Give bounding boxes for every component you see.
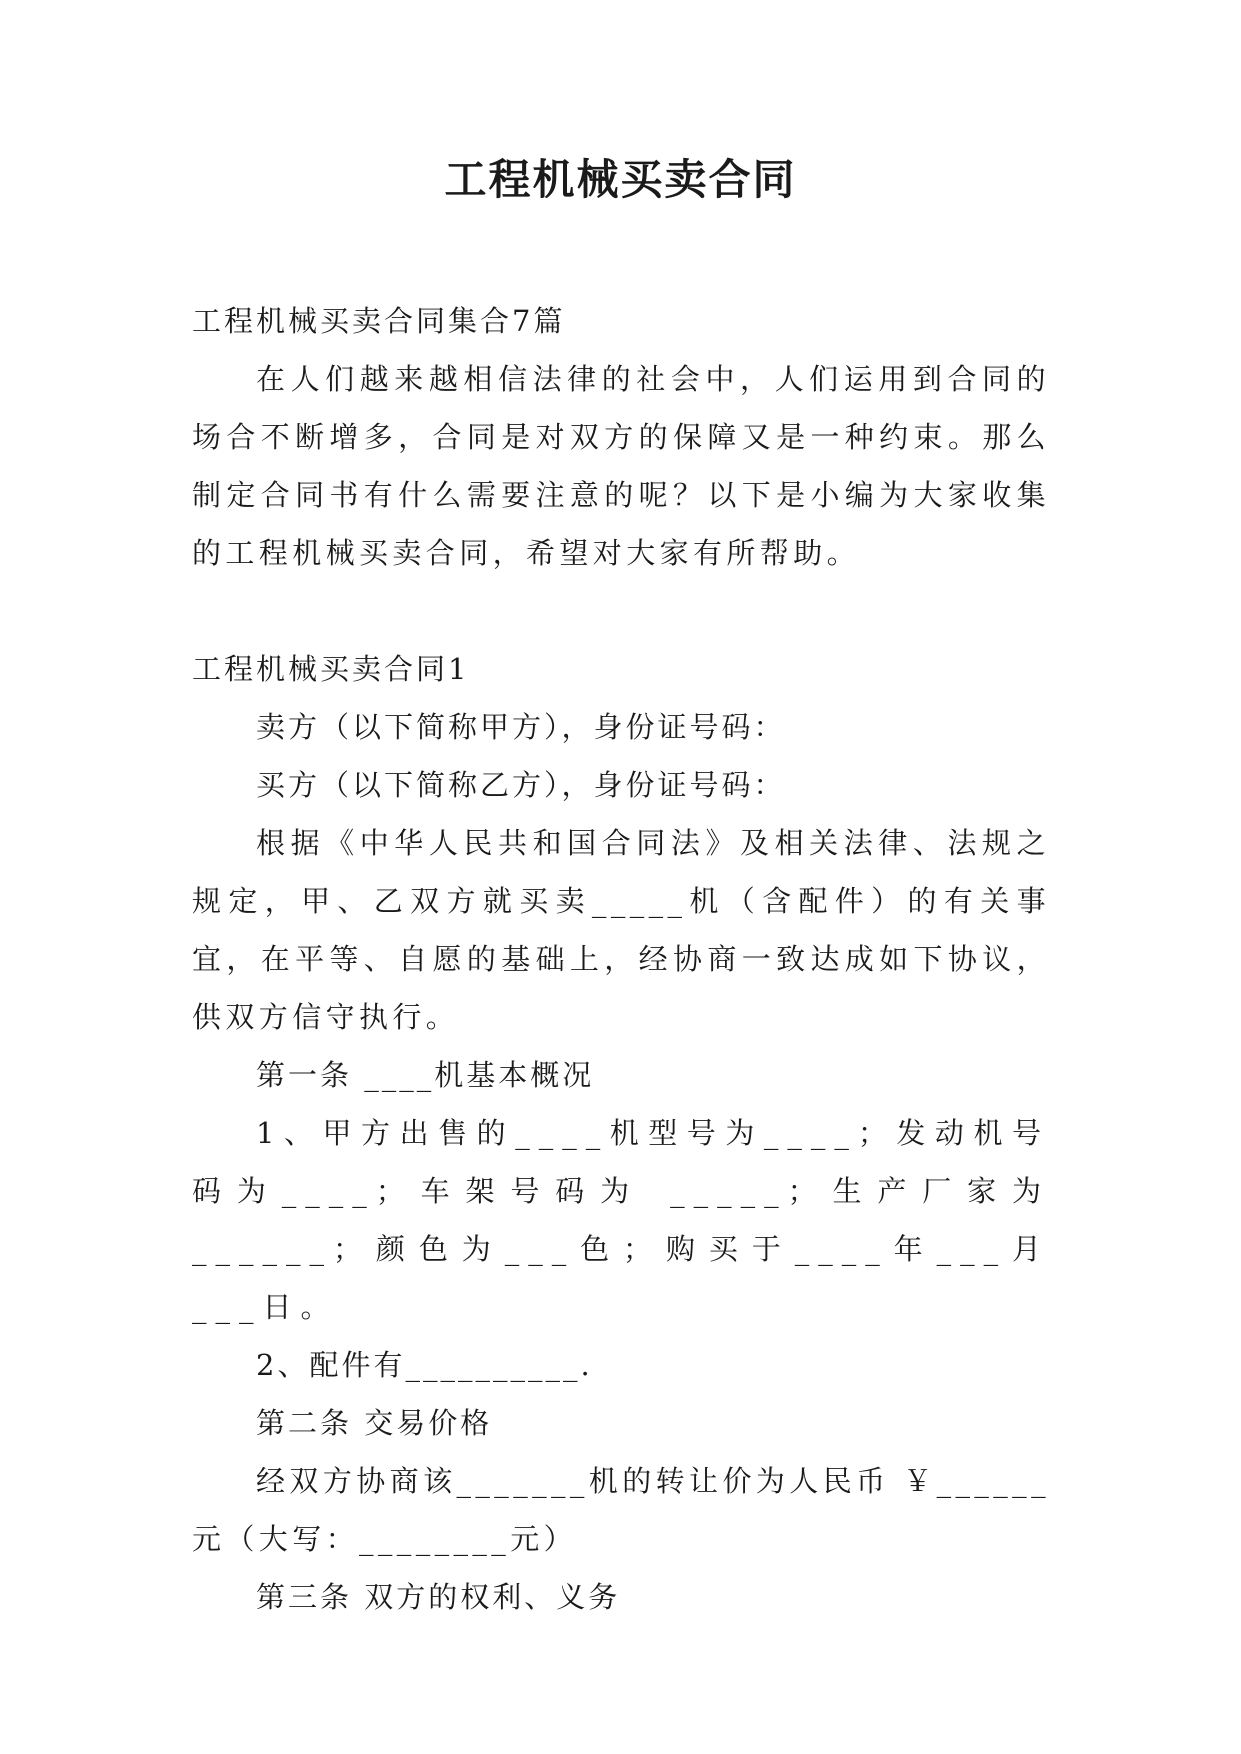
section-heading: 工程机械买卖合同1 <box>192 652 470 686</box>
seller-line: 卖方（以下简称甲方），身份证号码： <box>256 710 786 744</box>
paragraph-spacer <box>192 582 1050 640</box>
article3-heading: 第三条 双方的权利、义务 <box>256 1580 621 1614</box>
article1-item1: 1、甲方出售的____机型号为____；发动机号码为____；车架号码为 _____；生产厂家为______；颜色为___色；购买于____年___月___日。 <box>192 1116 1050 1324</box>
article2-body: 经双方协商该_______机的转让价为人民币 ￥______元（大写：________元） <box>192 1464 1050 1556</box>
basis-paragraph: 根据《中华人民共和国合同法》及相关法律、法规之规定，甲、乙双方就买卖_____机（含配件）的有关事宜，在平等、自愿的基础上，经协商一致达成如下协议，供双方信守执行。 <box>192 826 1050 1034</box>
buyer-line: 买方（以下简称乙方），身份证号码： <box>256 768 786 802</box>
document-body <box>192 292 1050 1626</box>
intro-paragraph: 在人们越来越相信法律的社会中，人们运用到合同的场合不断增多，合同是对双方的保障又是一种约束。那么制定合同书有什么需要注意的呢？以下是小编为大家收集的工程机械买卖合同，希望对大家有所帮助。 <box>192 362 1050 570</box>
document-title: 工程机械买卖合同 <box>444 155 797 204</box>
article1-heading: 第一条 ____机基本概况 <box>256 1058 595 1092</box>
document-subtitle: 工程机械买卖合同集合7篇 <box>192 304 566 338</box>
article2-heading: 第二条 交易价格 <box>256 1406 493 1440</box>
article1-item2: 2、配件有__________. <box>256 1348 593 1382</box>
